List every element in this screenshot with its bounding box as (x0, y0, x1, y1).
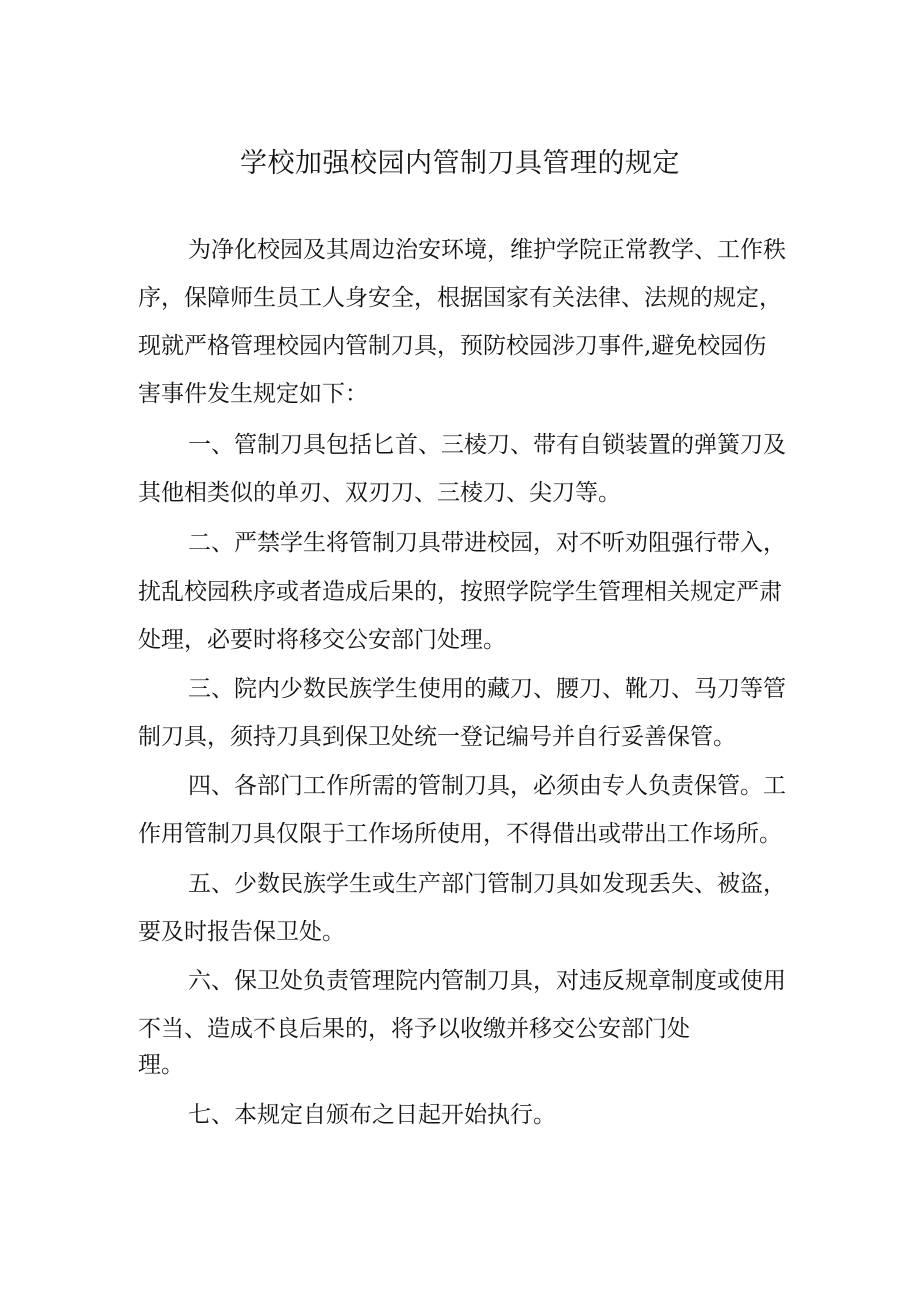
text-line-item6-1: 六、保卫处负责管理院内管制刀具，对违反规章制度或使用 (188, 968, 786, 994)
text-line-item3-1: 三、院内少数民族学生使用的藏刀、腰刀、靴刀、马刀等管 (188, 676, 786, 702)
text-line-item6-2: 不当、造成不良后果的，将予以收缴并移交公安部门处 (138, 1016, 690, 1042)
text-line-intro-1: 为净化校园及其周边治安环境，维护学院正常教学、工作秩 (188, 237, 786, 263)
text-line-item5-1: 五、少数民族学生或生产部门管制刀具如发现丢失、被盗， (188, 871, 786, 897)
text-line-item2-2: 扰乱校园秩序或者造成后果的，按照学院学生管理相关规定严肃 (138, 579, 782, 605)
text-line-item5-2: 要及时报告保卫处。 (138, 919, 345, 945)
document-title: 学校加强校园内管制刀具管理的规定 (240, 148, 680, 179)
text-line-item2-1: 二、严禁学生将管制刀具带进校园，对不听劝阻强行带入， (188, 530, 786, 556)
text-line-item1-2: 其他相类似的单刃、双刃刀、三棱刀、尖刀等。 (138, 480, 621, 506)
text-line-item6-3: 理。 (138, 1052, 184, 1078)
text-line-intro-3: 现就严格管理校园内管制刀具，预防校园涉刀事件,避免校园伤 (138, 333, 767, 359)
text-line-item2-3: 处理，必要时将移交公安部门处理。 (138, 627, 506, 653)
text-line-intro-4: 害事件发生规定如下： (138, 381, 368, 407)
text-line-item3-2: 制刀具，须持刀具到保卫处统一登记编号并自行妥善保管。 (138, 724, 736, 750)
text-line-intro-2: 序，保障师生员工人身安全，根据国家有关法律、法规的规定， (138, 285, 782, 311)
text-line-item4-1: 四、各部门工作所需的管制刀具，必须由专人负责保管。工 (188, 773, 786, 799)
text-line-item4-2: 作用管制刀具仅限于工作场所使用，不得借出或带出工作场所。 (138, 821, 782, 847)
text-line-item1-1: 一、管制刀具包括匕首、三棱刀、带有自锁装置的弹簧刀及 (188, 432, 786, 458)
text-line-item7-1: 七、本规定自颁布之日起开始执行。 (188, 1102, 556, 1128)
